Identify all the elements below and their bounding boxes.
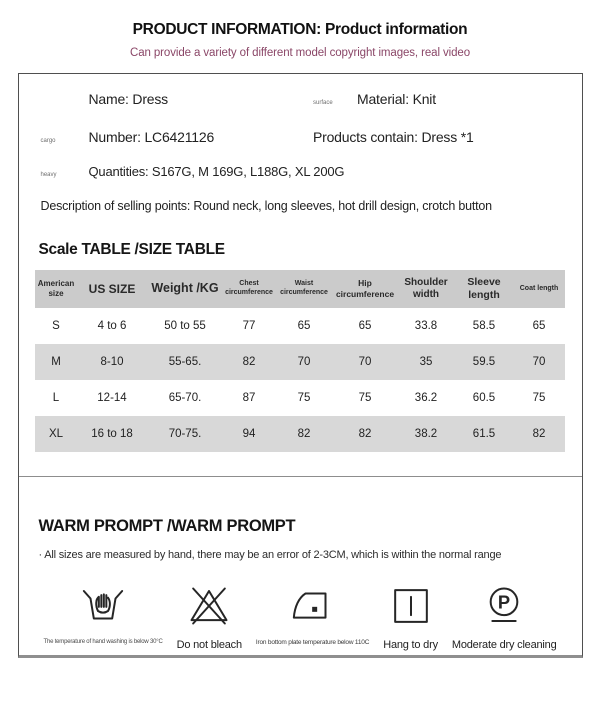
info-row-number-contain bbox=[41, 129, 566, 145]
warm-prompt-heading: WARM PROMPT /WARM PROMPT bbox=[38, 517, 296, 535]
cell: 70-75. bbox=[147, 416, 223, 452]
cell: L bbox=[52, 392, 60, 404]
col-header-coat: Coat length bbox=[513, 270, 565, 308]
cell: 75 bbox=[532, 392, 546, 404]
cell: 70 bbox=[513, 344, 565, 380]
cell: 82 bbox=[223, 344, 275, 380]
page-title: PRODUCT INFORMATION: Product information bbox=[132, 21, 468, 38]
care-item-do-not-bleach bbox=[177, 581, 242, 651]
info-cell-material bbox=[303, 91, 566, 107]
cell: 87 bbox=[242, 392, 256, 404]
page-subtitle: Can provide a variety of different model copyright images, real video bbox=[130, 47, 470, 59]
cell: XL bbox=[35, 416, 77, 452]
heavy-tag: heavy bbox=[40, 172, 57, 178]
product-name: Name: Dress bbox=[88, 91, 168, 107]
dry-clean-p-icon bbox=[479, 581, 529, 631]
warm-prompt-note: · All sizes are measured by hand, there may be an error of 2-3CM, which is within the normal range bbox=[38, 549, 502, 561]
product-material: Material: Knit bbox=[357, 91, 436, 107]
size-row-s bbox=[35, 308, 565, 344]
info-row-name-material bbox=[41, 91, 566, 107]
col-header-shoulder: Shoulder width bbox=[397, 270, 455, 308]
cell: 82 bbox=[513, 416, 565, 452]
products-contain: Products contain: Dress *1 bbox=[313, 129, 474, 145]
cell: S bbox=[52, 320, 60, 332]
cell: 55-65. bbox=[147, 344, 223, 380]
page-header bbox=[0, 0, 600, 59]
care-item-dry-clean bbox=[452, 581, 557, 651]
size-table-header-row bbox=[35, 270, 565, 308]
care-item-hand-wash bbox=[43, 581, 162, 645]
cell: 36.2 bbox=[414, 392, 438, 404]
info-cell-number bbox=[41, 129, 304, 145]
surface-tag: surface bbox=[313, 100, 333, 106]
cell: 60.5 bbox=[472, 392, 496, 404]
cell: 58.5 bbox=[472, 320, 496, 332]
care-label: Moderate dry cleaning bbox=[451, 639, 557, 651]
cell: 38.2 bbox=[397, 416, 455, 452]
info-row-quantities bbox=[41, 164, 566, 179]
product-info-block bbox=[19, 74, 582, 213]
size-row-l bbox=[35, 380, 565, 416]
hang-to-dry-icon bbox=[386, 581, 436, 631]
care-label: Hang to dry bbox=[383, 639, 438, 651]
selling-points-description: Description of selling points: Round neck, long sleeves, hot drill design, crotch button bbox=[40, 199, 492, 213]
cell: 65-70. bbox=[168, 392, 202, 404]
iron-low-temperature-icon bbox=[288, 581, 338, 631]
cell: 77 bbox=[242, 320, 256, 332]
col-header-hip: Hip circumference bbox=[333, 270, 397, 308]
col-header-sleeve: Sleeve length bbox=[455, 270, 513, 308]
warm-prompt-section bbox=[19, 476, 582, 651]
cell: 12-14 bbox=[97, 392, 127, 404]
care-label: Iron bottom plate temperature below 110C bbox=[255, 639, 370, 646]
info-cell-quantities bbox=[41, 164, 566, 179]
cell: 70 bbox=[275, 344, 333, 380]
col-header-chest: Chest circumference bbox=[223, 270, 275, 308]
cell: 65 bbox=[532, 320, 546, 332]
cell: 4 to 6 bbox=[97, 320, 127, 332]
col-header-waist: Waist circumference bbox=[275, 270, 333, 308]
cell: 16 to 18 bbox=[77, 416, 147, 452]
size-table bbox=[35, 270, 565, 452]
size-table-heading: Scale TABLE /SIZE TABLE bbox=[38, 241, 225, 258]
do-not-bleach-icon bbox=[184, 581, 234, 631]
cell: 8-10 bbox=[77, 344, 147, 380]
hand-wash-icon bbox=[76, 581, 130, 631]
cell: 50 to 55 bbox=[164, 320, 206, 332]
cell: M bbox=[35, 344, 77, 380]
size-row-xl bbox=[35, 416, 565, 452]
cell: 82 bbox=[275, 416, 333, 452]
cargo-tag: cargo bbox=[40, 138, 56, 144]
cell: 75 bbox=[297, 392, 311, 404]
care-label: Do not bleach bbox=[176, 639, 242, 651]
product-sheet bbox=[18, 73, 583, 658]
info-cell-name bbox=[41, 91, 304, 107]
info-cell-contain bbox=[303, 129, 566, 145]
cell: 35 bbox=[397, 344, 455, 380]
cell: 94 bbox=[223, 416, 275, 452]
care-item-iron bbox=[256, 581, 369, 646]
cell: 59.5 bbox=[455, 344, 513, 380]
care-icons-row bbox=[39, 581, 562, 651]
care-item-hang-to-dry bbox=[383, 581, 438, 651]
col-header-weight: Weight /KG bbox=[147, 270, 223, 308]
col-header-american-size: American size bbox=[35, 270, 77, 308]
care-label: The temperature of hand washing is below 30°C bbox=[43, 639, 163, 645]
svg-text:P: P bbox=[498, 591, 511, 613]
col-header-us-size: US SIZE bbox=[77, 270, 147, 308]
size-row-m bbox=[35, 344, 565, 380]
cell: 82 bbox=[333, 416, 397, 452]
cell: 65 bbox=[297, 320, 311, 332]
cell: 70 bbox=[333, 344, 397, 380]
product-quantities: Quantities: S167G, M 169G, L188G, XL 200G bbox=[88, 164, 345, 179]
cell: 33.8 bbox=[414, 320, 438, 332]
cell: 61.5 bbox=[455, 416, 513, 452]
cell: 65 bbox=[358, 320, 372, 332]
product-number: Number: LC6421126 bbox=[88, 129, 215, 145]
cell: 75 bbox=[358, 392, 372, 404]
